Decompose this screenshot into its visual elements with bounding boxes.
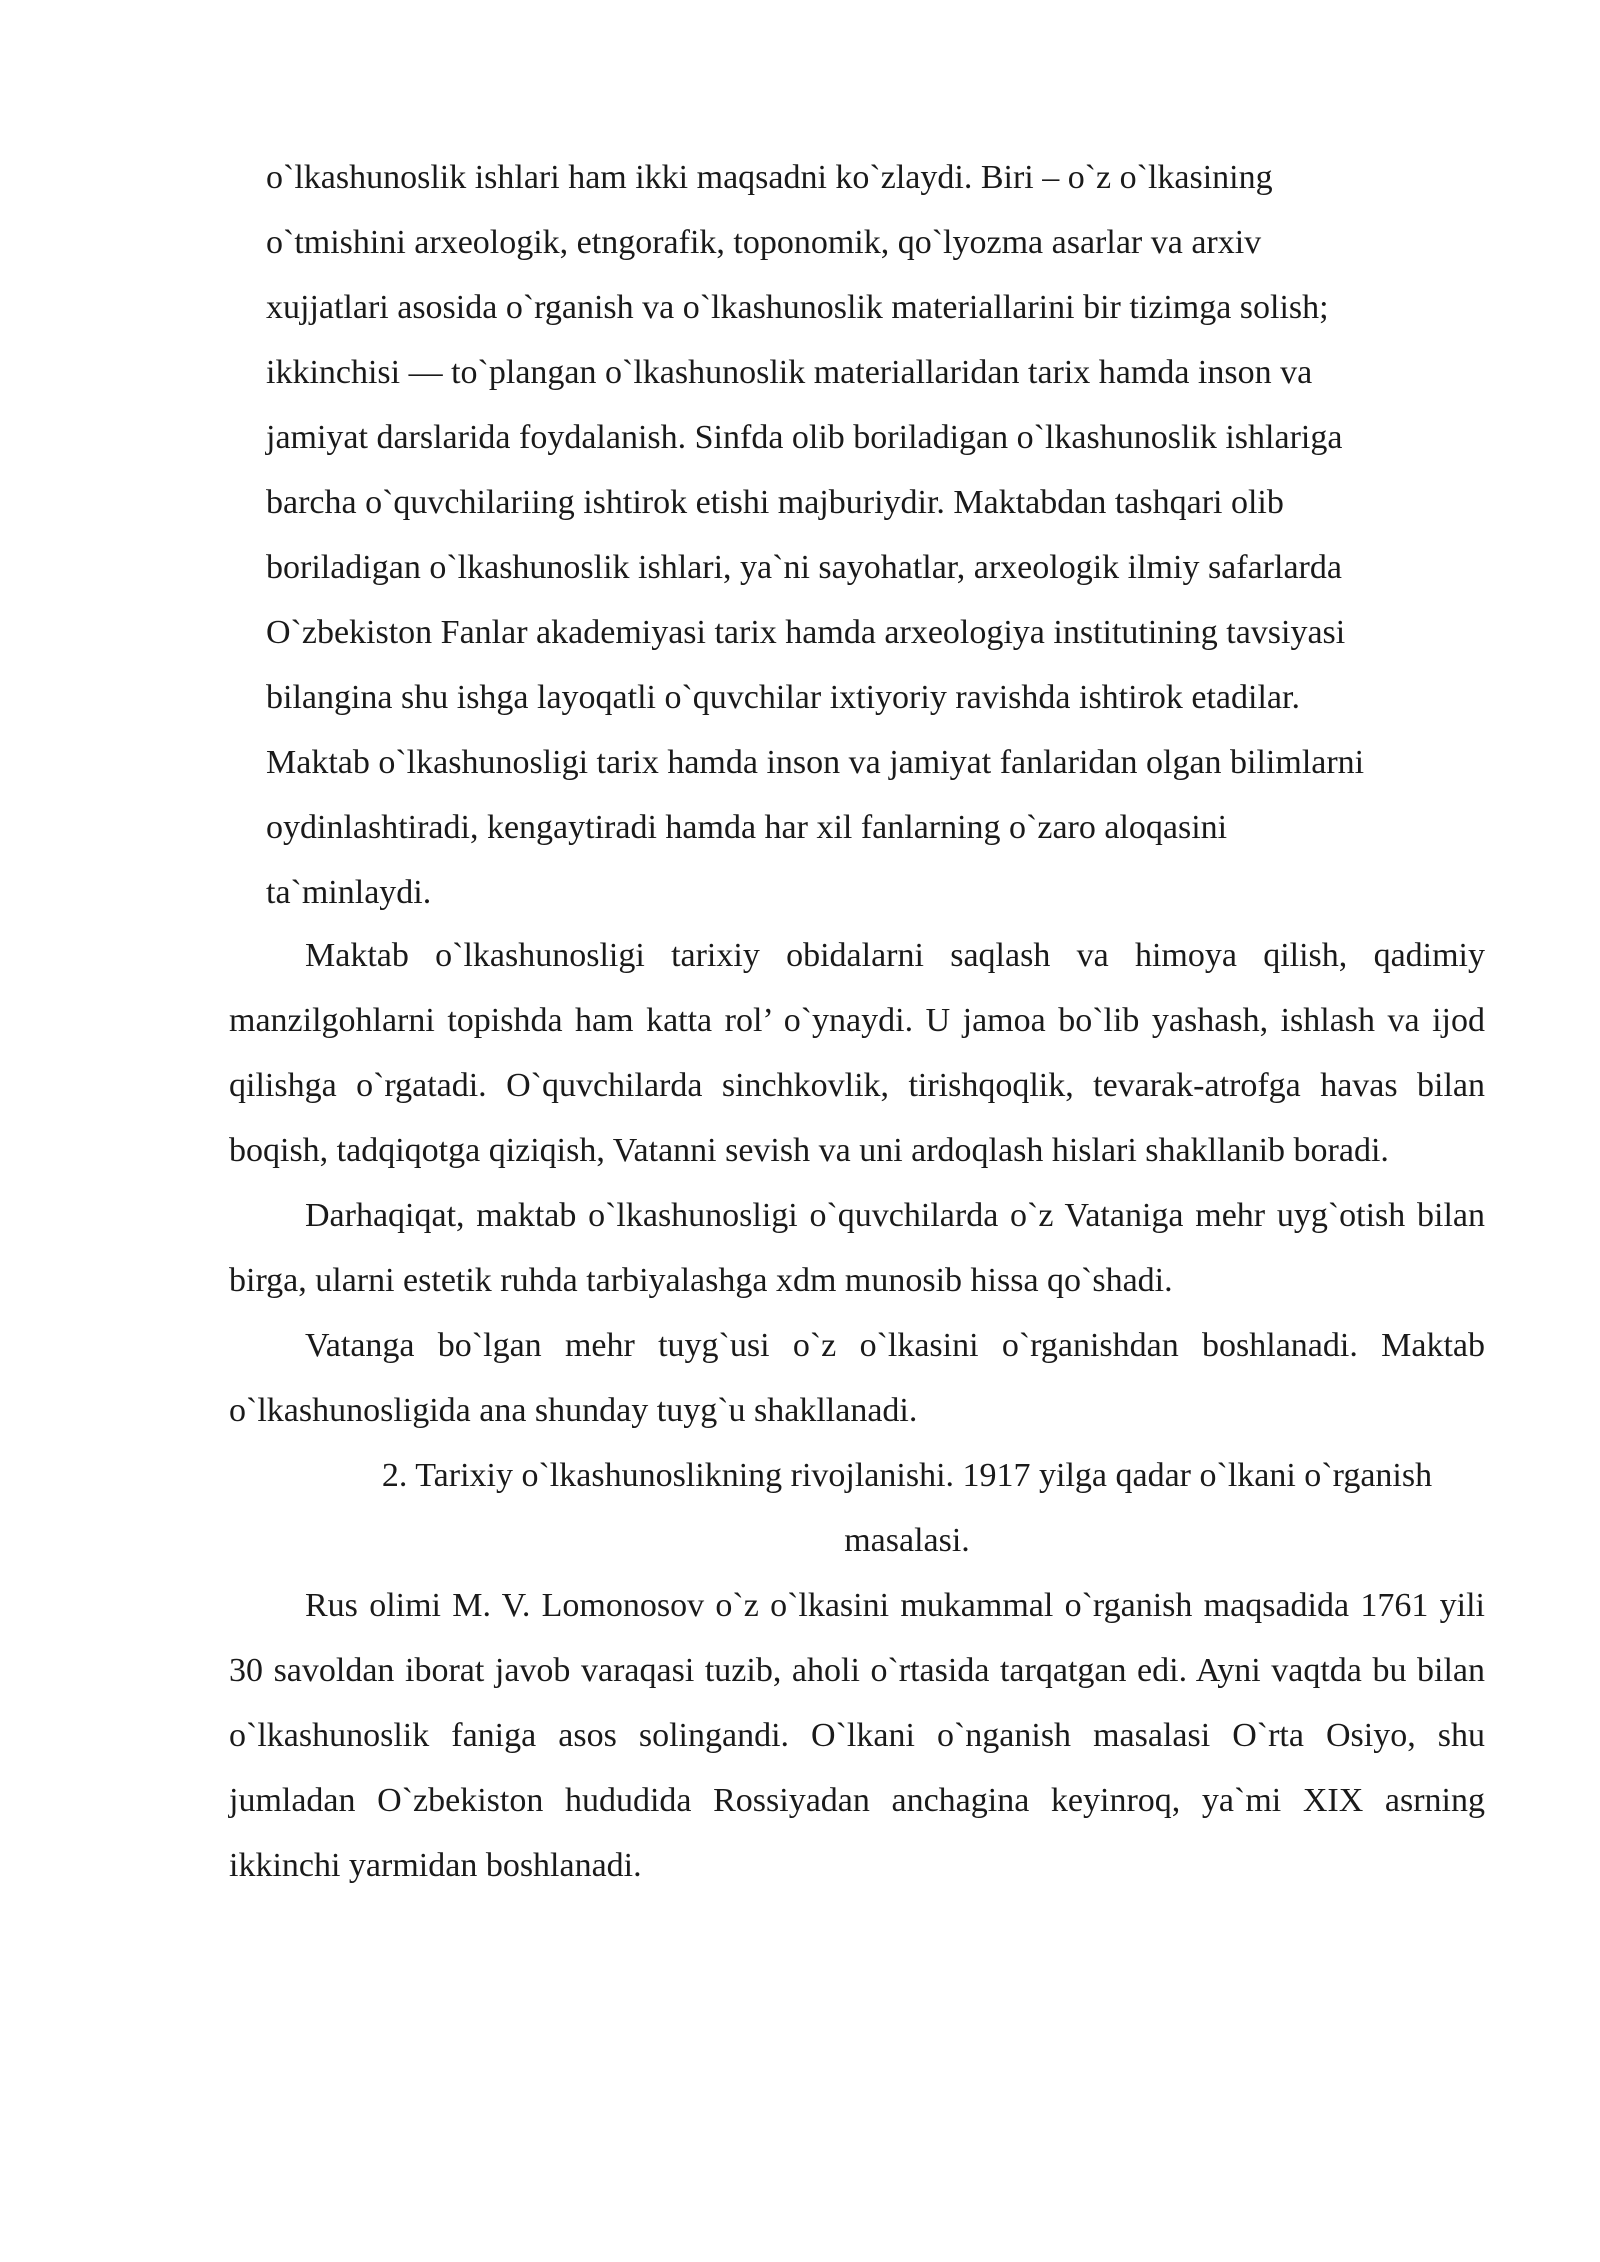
intro-line: ikkinchisi — to`plangan o`lkashunoslik materiallaridan tarix hamda inson va bbox=[266, 354, 1313, 391]
paragraph: Darhaqiqat, maktab o`lkashunosligi o`quvchilarda o`z Vataniga mehr uyg`otish bilan birga, ularni estetik ruhda tarbiyalashga xdm munosib hissa qo`shadi. bbox=[229, 1197, 1485, 1299]
intro-line: jamiyat darslarida foydalanish. Sinfda olib boriladigan o`lkashunoslik ishlariga bbox=[266, 419, 1343, 456]
paragraph: Rus olimi M. V. Lomonosov o`z o`lkasini mukammal o`rganish maqsadida 1761 yili 30 savoldan iborat javob varaqasi tuzib, aholi o`rtasida tarqatgan edi. Ayni vaqtda bu bilan o`lkashunoslik faniga asos solingandi. O`lkani o`nganish masalasi O`rta Osiyo, shu jumladan O`zbekiston hududida Rossiyadan anchagina keyinroq, ya`mi XIX asrning ikkinchi yarmidan boshlanadi. bbox=[229, 1587, 1485, 1884]
intro-line: O`zbekiston Fanlar akademiyasi tarix hamda arxeologiya institutining tavsiyasi bbox=[266, 614, 1346, 651]
intro-line: boriladigan o`lkashunoslik ishlari, ya`ni sayohatlar, arxeologik ilmiy safarlarda bbox=[266, 549, 1342, 586]
intro-line: o`tmishini arxeologik, etngorafik, toponomik, qo`lyozma asarlar va arxiv bbox=[266, 224, 1262, 261]
intro-line: ta`minlaydi. bbox=[266, 874, 432, 911]
intro-line: o`lkashunoslik ishlari ham ikki maqsadni ko`zlaydi. Biri – o`z o`lkasining bbox=[266, 159, 1273, 196]
paragraph: Maktab o`lkashunosligi tarixiy obidalarni saqlash va himoya qilish, qadimiy manzilgohlarni topishda ham katta rol’ o`ynaydi. U jamoa bo`lib yashash, ishlash va ijod qilishga o`rgatadi. O`quvchilarda sinchkovlik, tirishqoqlik, tevarak-atrofga havas bilan boqish, tadqiqotga qiziqish, Vatanni sevish va uni ardoqlash hislari shakllanib boradi. bbox=[229, 937, 1485, 1169]
intro-line: bilangina shu ishga layoqatli o`quvchilar ixtiyoriy ravishda ishtirok etadilar. bbox=[266, 679, 1300, 716]
intro-line: oydinlashtiradi, kengaytiradi hamda har xil fanlarning o`zaro aloqasini bbox=[266, 809, 1228, 846]
intro-line: barcha o`quvchilariing ishtirok etishi majburiydir. Maktabdan tashqari olib bbox=[266, 484, 1284, 521]
intro-block bbox=[266, 145, 1496, 925]
paragraph: Vatanga bo`lgan mehr tuyg`usi o`z o`lkasini o`rganishdan boshlanadi. Maktab o`lkashunosligida ana shunday tuyg`u shakllanadi. bbox=[229, 1327, 1485, 1429]
body-text bbox=[229, 923, 1485, 1898]
section-heading: 2. Tarixiy o`lkashunoslikning rivojlanishi. 1917 yilga qadar o`lkani o`rganish masalasi. bbox=[381, 1457, 1433, 1559]
intro-line: xujjatlari asosida o`rganish va o`lkashunoslik materiallarini bir tizimga solish; bbox=[266, 289, 1329, 326]
intro-line: Maktab o`lkashunosligi tarix hamda inson va jamiyat fanlaridan olgan bilimlarni bbox=[266, 744, 1365, 781]
